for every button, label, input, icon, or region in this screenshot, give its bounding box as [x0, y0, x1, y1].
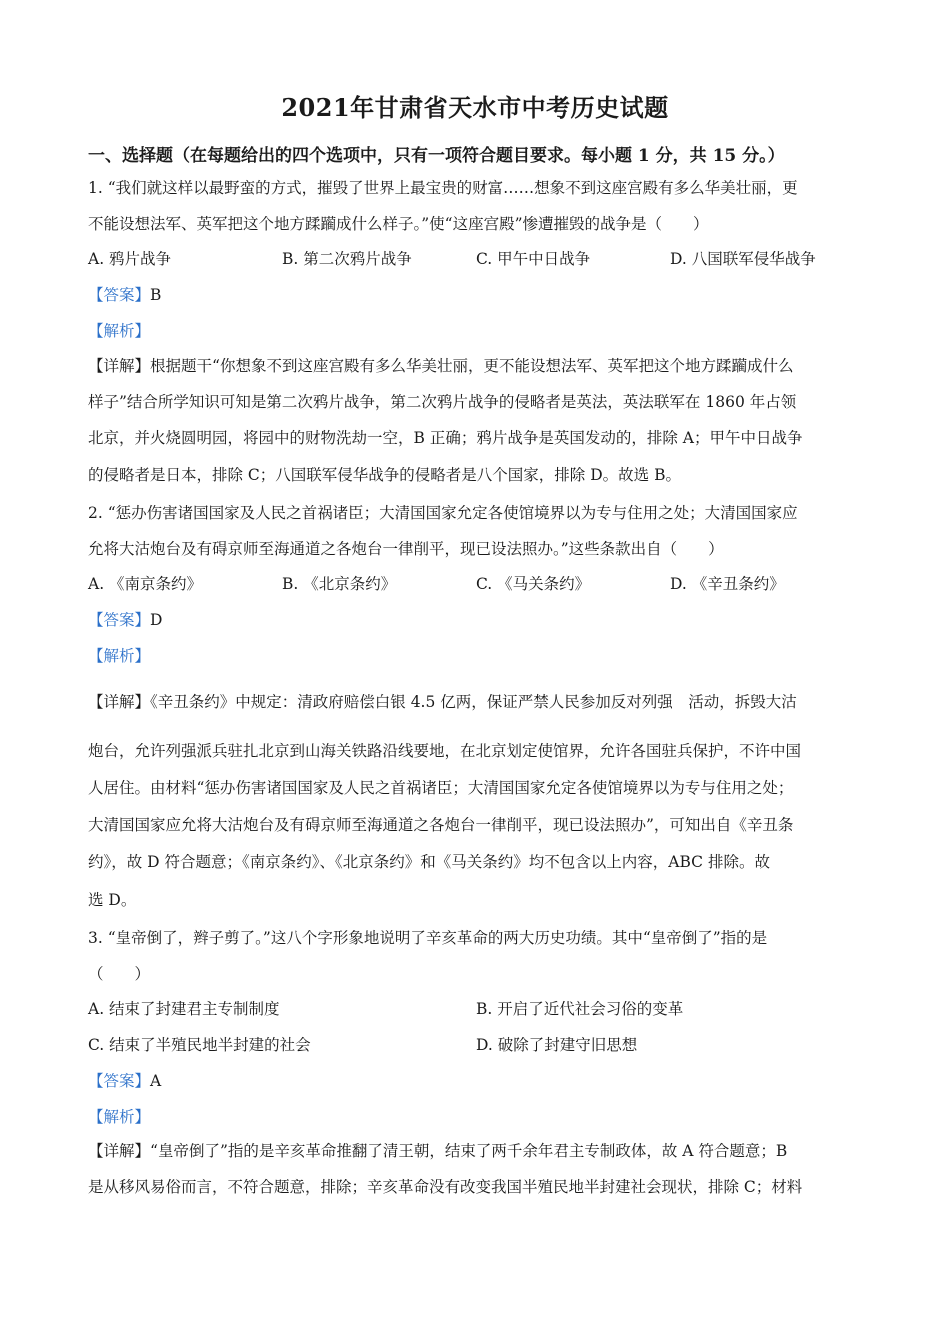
detail-text: 《辛丑条约》中规定：清政府赔偿白银 4.5 亿两，保证严禁人民参加反对列强 活动，拆毁大沽	[150, 693, 797, 711]
question-1-option-a: A. 鸦片战争	[88, 250, 172, 268]
answer-tag: 【答案】	[88, 286, 151, 304]
question-2-detail-line-2: 炮台，允许列强派兵驻扎北京到山海关铁路沿线要地，在北京划定使馆界，允许各国驻兵保护，不许中国	[88, 742, 802, 760]
question-1-stem-line-2: 不能设想法军、英军把这个地方蹂躏成什么样子。”使“这座宫殿”惨遭摧毁的战争是（ ）	[88, 215, 709, 233]
page-title: 2021年甘肃省天水市中考历史试题	[281, 93, 669, 122]
question-2-option-d: D. 《辛丑条约》	[670, 575, 785, 593]
answer-value: D	[150, 611, 163, 629]
question-2-detail-line-4: 大清国国家应允将大沽炮台及有碍京师至海通道之各炮台一律削平，现已设法照办”，可知出自《辛丑条	[88, 816, 794, 834]
question-2-detail-line-3: 人居住。由材料“惩办伤害诸国国家及人民之首祸诸臣；大清国国家允定各使馆境界以为专与住用之处；	[88, 779, 794, 797]
question-2-detail-line-6: 选 D。	[88, 891, 137, 909]
question-3-stem-line-1: 3. “皇帝倒了，辫子剪了。”这八个字形象地说明了辛亥革命的两大历史功绩。其中“皇帝倒了”指的是	[88, 929, 768, 947]
question-2-option-a: A. 《南京条约》	[88, 575, 203, 593]
question-3-option-a: A. 结束了封建君主专制制度	[88, 1000, 280, 1018]
detail-tag: 【详解】	[88, 357, 151, 375]
answer-value: B	[150, 286, 162, 304]
detail-tag: 【详解】	[88, 693, 151, 711]
question-2-detail-line-5: 约》，故 D 符合题意；《南京条约》、《北京条约》和《马关条约》均不包含以上内容，ABC 排除。故	[88, 853, 770, 871]
question-3-option-b: B. 开启了近代社会习俗的变革	[476, 1000, 684, 1018]
question-1-detail-line-1	[88, 355, 793, 377]
answer-value: A	[150, 1072, 162, 1090]
analysis-tag: 【解析】	[88, 647, 151, 665]
question-3-option-c: C. 结束了半殖民地半封建的社会	[88, 1036, 311, 1054]
question-2-detail-line-1	[88, 691, 797, 713]
question-1-option-d: D. 八国联军侵华战争	[670, 250, 816, 268]
question-2-option-b: B. 《北京条约》	[282, 575, 397, 593]
question-1-option-b: B. 第二次鸦片战争	[282, 250, 412, 268]
question-1-detail-line-3: 北京，并火烧圆明园，将园中的财物洗劫一空，B 正确；鸦片战争是英国发动的，排除 A；甲午中日战争	[88, 429, 803, 447]
question-3-detail-line-2: 是从移风易俗而言，不符合题意，排除；辛亥革命没有改变我国半殖民地半封建社会现状，排除 C；材料	[88, 1178, 803, 1196]
analysis-tag: 【解析】	[88, 1108, 151, 1126]
question-1-detail-line-2: 样子”结合所学知识可知是第二次鸦片战争，第二次鸦片战争的侵略者是英法，英法联军在 1860 年占领	[88, 393, 797, 411]
section-heading: 一、选择题（在每题给出的四个选项中，只有一项符合题目要求。每小题 1 分，共 15 分。）	[88, 146, 785, 166]
question-3-detail-line-1	[88, 1140, 787, 1162]
question-3-answer	[88, 1070, 161, 1092]
detail-text: 根据题干“你想象不到这座宫殿有多么华美壮丽，更不能设想法军、英军把这个地方蹂躏成什么	[150, 357, 794, 375]
question-1-analysis-tag	[88, 320, 150, 342]
analysis-tag: 【解析】	[88, 322, 151, 340]
question-2-option-c: C. 《马关条约》	[476, 575, 591, 593]
question-1-option-c: C. 甲午中日战争	[476, 250, 591, 268]
question-2-stem-line-1: 2. “惩办伤害诸国国家及人民之首祸诸臣；大清国国家允定各使馆境界以为专与住用之处；大清国国家应	[88, 504, 798, 522]
question-1-stem-line-1: 1. “我们就这样以最野蛮的方式，摧毁了世界上最宝贵的财富……想象不到这座宫殿有多么华美壮丽，更	[88, 179, 798, 197]
question-1-detail-line-4: 的侵略者是日本，排除 C；八国联军侵华战争的侵略者是八个国家，排除 D。故选 B。	[88, 466, 681, 484]
detail-tag: 【详解】	[88, 1142, 151, 1160]
question-3-stem-line-2: （ ）	[88, 965, 151, 983]
answer-tag: 【答案】	[88, 611, 151, 629]
question-1-answer	[88, 284, 161, 306]
question-2-analysis-tag	[88, 645, 150, 667]
answer-tag: 【答案】	[88, 1072, 151, 1090]
question-2-stem-line-2: 允将大沽炮台及有碍京师至海通道之各炮台一律削平，现已设法照办。”这些条款出自（ ）	[88, 540, 724, 558]
question-3-option-d: D. 破除了封建守旧思想	[476, 1036, 638, 1054]
detail-text: “皇帝倒了”指的是辛亥革命推翻了清王朝，结束了两千余年君主专制政体，故 A 符合题意；B	[150, 1142, 788, 1160]
question-3-analysis-tag	[88, 1106, 150, 1128]
question-2-answer	[88, 609, 162, 631]
